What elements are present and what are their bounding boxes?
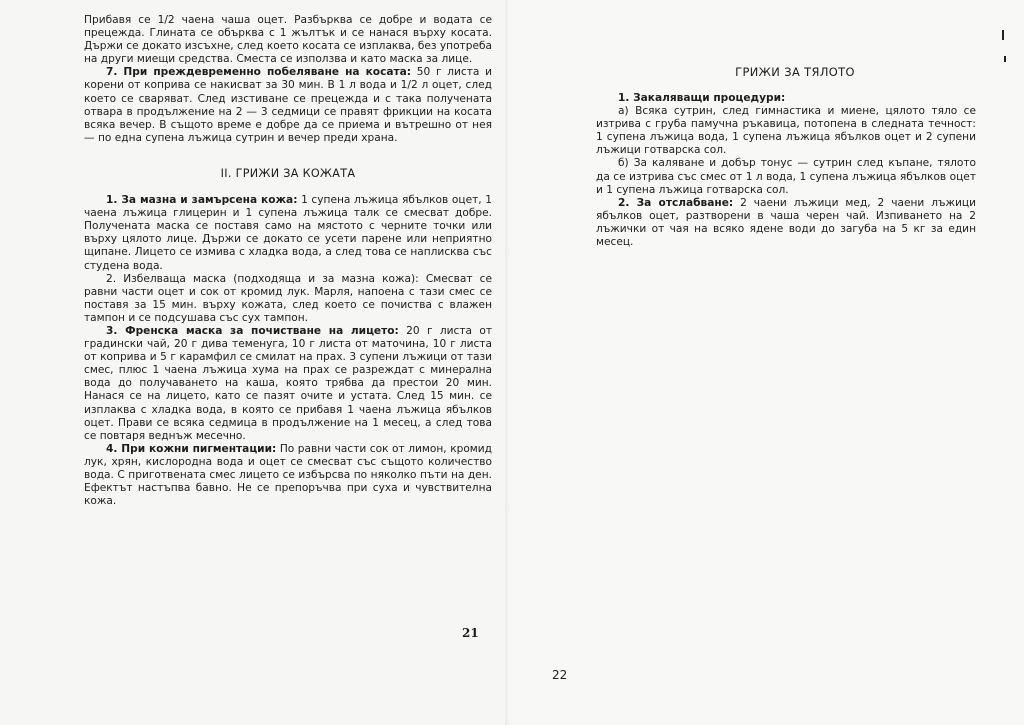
- intro-paragraph: Прибавя се 1/2 чаена чаша оцет. Разбърква се добре и водата се прецежда. Глината се обърква с 1 жълтък и се нанася върху косата. Държи се докато изсъхне, след което косата се изплаква, без употреба на други миещи средства. Сместа се използва и като маска за лице.: [84, 14, 492, 66]
- skin-item-1-title: 1. За мазна и замърсена кожа:: [106, 194, 298, 207]
- skin-item-2-title: 2. Избелваща маска: [106, 272, 227, 285]
- skin-item-4-text: По равни части сок от лимон, кромид лук, хрян, кислородна вода и оцет се смесват със същото количество вода. С приготвената смес лицето се избърсва по няколко пъти на ден. Ефектът настъпва бавно. Не се препоръчва при суха и чувствителна кожа.: [84, 442, 493, 508]
- body-item-1-title: 1. Закаляващи процедури:: [618, 92, 786, 104]
- body-item-2: [596, 197, 976, 249]
- body-item-2-text: 2 чаени лъжици мед, 2 чаени лъжици ябълков оцет, разтворени в чаша черен чай. Изпиването на 2 лъжички от чая на всяко ядене води до загуба на 5 кг за един месец.: [596, 196, 976, 249]
- skin-item-3-text: 20 г листа от градински чай, 20 г дива теменуга, 10 г листа от маточина, 10 г листа от коприва и 5 г карамфил се смилат на прах. 3 супени лъжици от тази смес, плюс 1 чаена лъжица хума на прах се разреждат с минерална вода до получаването на каша, която трябва да престои 20 мин. Нанася се на лицето, като се пазят очите и устата. След 15 мин. се изплаква с хладка вода, в която се прибавя 1 чаена лъжица ябълков оцет. Прави се всяка седмица в продължение на 1 месец, а след това се повтаря веднъж месечно.: [84, 324, 492, 442]
- right-page: [510, 0, 1024, 725]
- skin-item-3-title: 3. Френска маска за почистване на лицето:: [106, 324, 399, 337]
- skin-item-2-text: (подходяща и за мазна кожа): Смесват се равни части оцет и сок от кромид лук. Марля, напоена с тази смес се поставя за 15 мин. върху кожата, след което се почиства с влажен тампон и се подсушава със сух тампон.: [84, 272, 492, 324]
- body-item-1a: а) Всяка сутрин, след гимнастика и миене, цялото тяло се изтрива с груба памучна ръкавица, потопена в следната течност: 1 супена лъжица вода, 1 супена лъжица ябълков оцет и 2 супени лъжици готварска сол.: [596, 105, 976, 157]
- skin-item-2: [84, 273, 492, 325]
- skin-item-3: [84, 325, 492, 443]
- left-text-column: [84, 14, 492, 508]
- right-text-column: [596, 92, 976, 249]
- skin-item-4-title: 4. При кожни пигментации:: [106, 442, 277, 455]
- body-care-heading: ГРИЖИ ЗА ТЯЛОТО: [735, 65, 855, 79]
- scan-edge-mark-top: [1002, 30, 1004, 40]
- skin-item-1-text: 1 супена лъжица ябълков оцет, 1 чаена лъжица глицерин и 1 супена лъжица талк се смесват добре. Получената маска се поставя само на мястото с черните точки или върху цялото лице. Държи се докато се усети парене или неприятно щипане. Лицето се измива с хладка вода, а след това се наплисква със студена вода.: [84, 194, 493, 272]
- page-number-left: 21: [462, 626, 479, 640]
- skin-care-heading: II. ГРИЖИ ЗА КОЖАТА: [220, 166, 356, 180]
- body-item-1b: б) За каляване и добър тонус — сутрин след къпане, тялото да се изтрива със смес от 1 л вода, 1 супена лъжица ябълков оцет и 1 супена лъжица готварска сол.: [596, 157, 976, 196]
- skin-item-4: [84, 443, 492, 508]
- body-item-2-title: 2. За отслабване:: [618, 196, 734, 209]
- scan-edge-mark-bottom: [1004, 56, 1006, 62]
- hair-item-7-title: 7. При преждевременно побеляване на косата:: [106, 66, 412, 79]
- skin-item-1: [84, 194, 492, 273]
- page-number-right: 22: [552, 668, 568, 682]
- hair-item-7: [84, 66, 492, 145]
- hair-item-7-text: 50 г листа и корени от коприва се накисват за 30 мин. В 1 л вода и 1/2 л оцет, след което се сваряват. След изстиване се прецежда и с така получената отвара в продължение на 2 — 3 седмици се правят фрикции на косата всяка вечер. В същото време е добре да се приема и вътрешно от нея — по една супена лъжица сутрин и вечер преди храна.: [84, 66, 492, 144]
- left-page: [0, 0, 510, 725]
